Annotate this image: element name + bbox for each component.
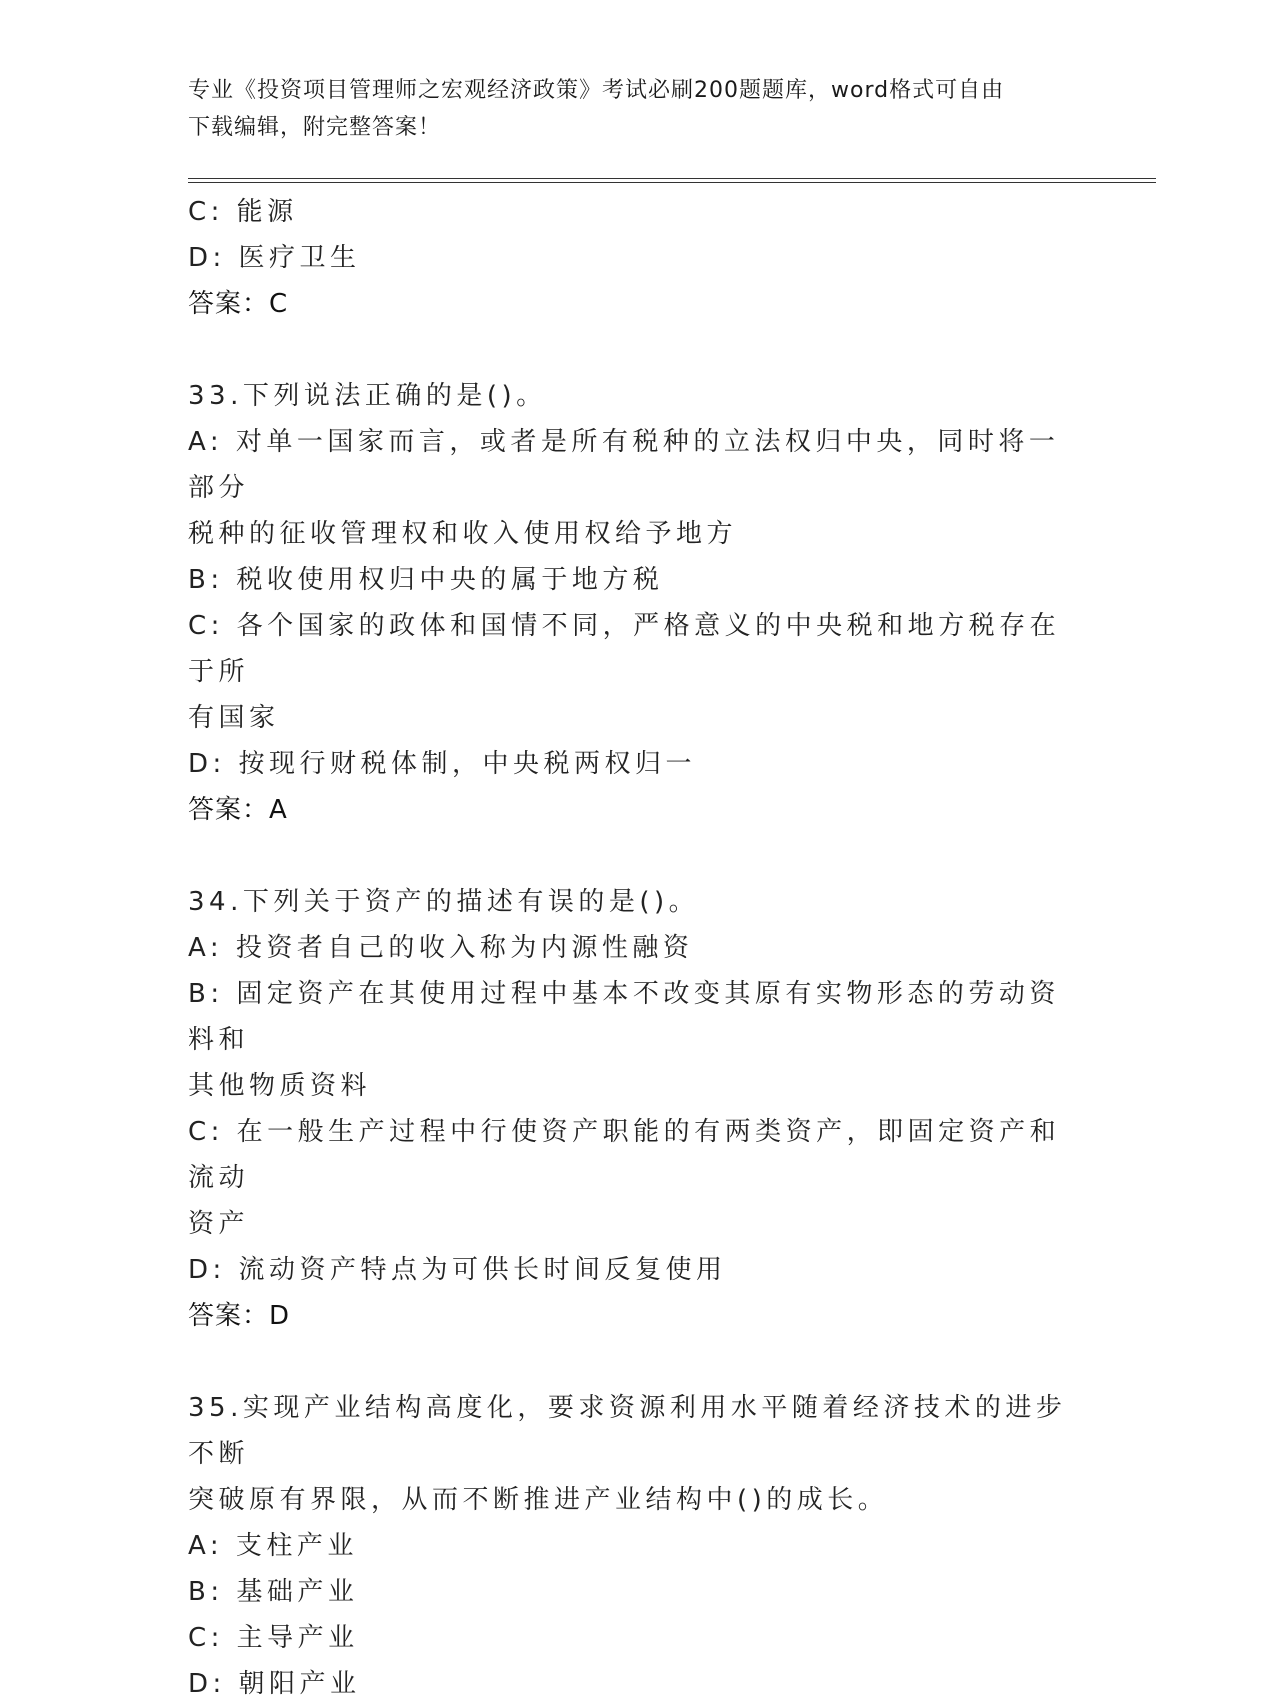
option-c: C: 各个国家的政体和国情不同，严格意义的中央税和地方税存在于所: [188, 611, 1061, 687]
option-a: A: 支柱产业: [188, 1531, 358, 1561]
document-header: [188, 72, 1068, 146]
option-c-continued: 资产: [188, 1209, 250, 1239]
option-d: D: 按现行财税体制，中央税两权归一: [188, 749, 697, 779]
header-line-1: 专业《投资项目管理师之宏观经济政策》考试必刷200题题库，word格式可自由: [188, 78, 1005, 103]
option-b: B: 税收使用权归中央的属于地方税: [188, 565, 664, 595]
option-a-continued: 税种的征收管理权和收入使用权给予地方: [188, 519, 738, 549]
question-stem: 33.下列说法正确的是()。: [188, 381, 547, 411]
option-c: C: 能源: [188, 197, 298, 227]
option-a: A: 对单一国家而言，或者是所有税种的立法权归中央，同时将一部分: [188, 427, 1060, 503]
option-c: C: 主导产业: [188, 1623, 359, 1653]
option-d: D: 医疗卫生: [188, 243, 361, 273]
option-d: D: 朝阳产业: [188, 1669, 361, 1699]
option-a: A: 投资者自己的收入称为内源性融资: [188, 933, 694, 963]
answer: 答案：A: [188, 795, 288, 825]
answer: 答案：C: [188, 289, 289, 319]
question-stem: 35.实现产业结构高度化，要求资源利用水平随着经济技术的进步不断: [188, 1393, 1067, 1469]
header-divider-top: [188, 178, 1156, 179]
option-d: D: 流动资产特点为可供长时间反复使用: [188, 1255, 727, 1285]
question-stem-continued: 突破原有界限，从而不断推进产业结构中()的成长。: [188, 1485, 889, 1515]
header-divider-bottom: [188, 182, 1156, 183]
question-stem: 34.下列关于资产的描述有误的是()。: [188, 887, 700, 917]
option-c-continued: 有国家: [188, 703, 280, 733]
option-b: B: 基础产业: [188, 1577, 359, 1607]
question-content: [188, 189, 1088, 1707]
question-33: [188, 373, 1088, 833]
question-34: [188, 879, 1088, 1339]
option-b-continued: 其他物质资料: [188, 1071, 372, 1101]
question-35: [188, 1385, 1088, 1707]
option-c: C: 在一般生产过程中行使资产职能的有两类资产，即固定资产和流动: [188, 1117, 1061, 1193]
answer: 答案：D: [188, 1301, 291, 1331]
previous-question: [188, 189, 1088, 327]
option-b: B: 固定资产在其使用过程中基本不改变其原有实物形态的劳动资料和: [188, 979, 1060, 1055]
header-line-2: 下载编辑，附完整答案！: [188, 115, 442, 140]
